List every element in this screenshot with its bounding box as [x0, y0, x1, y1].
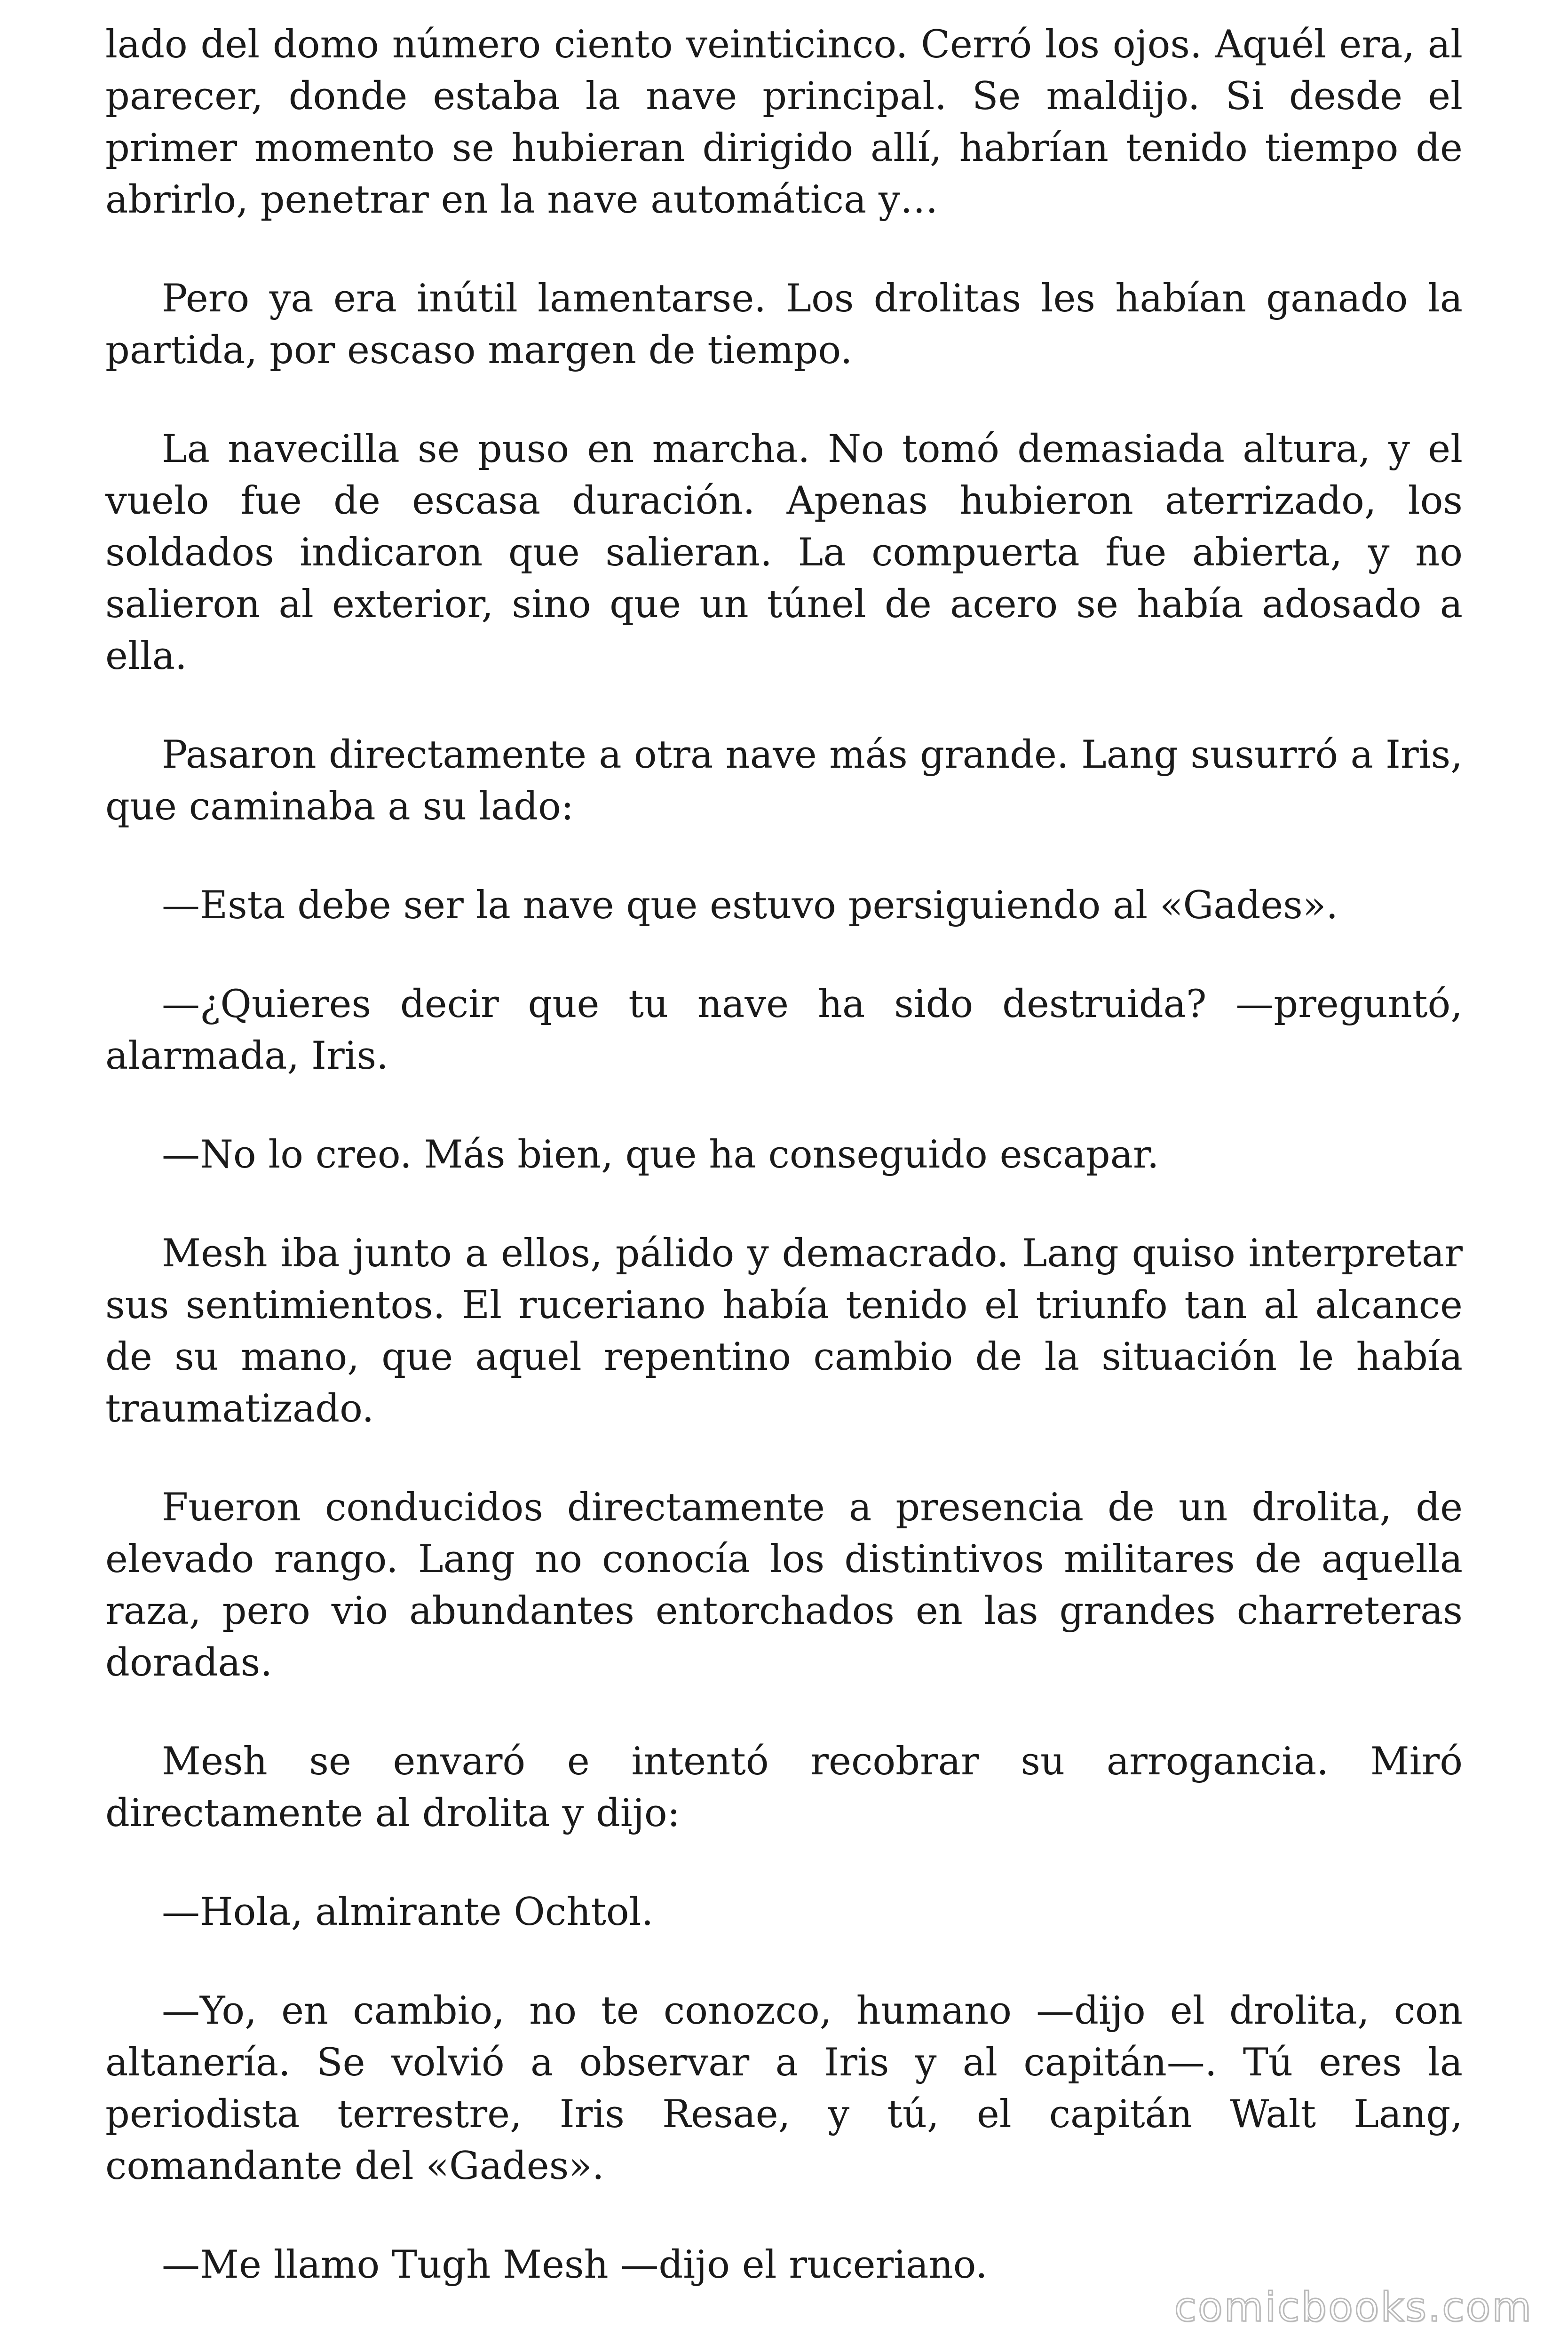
- paragraph: Pasaron directamente a otra nave más grande. Lang susurró a Iris, que caminaba a su lado:: [105, 733, 1463, 829]
- dialogue-line: —Esta debe ser la nave que estuvo persiguiendo al «Gades».: [162, 883, 1338, 928]
- paragraph: Fueron conducidos directamente a presencia de un drolita, de elevado rango. Lang no conocía los distintivos militares de aquella raza, pero vio abundantes entorchados en las grandes charreteras doradas.: [105, 1486, 1463, 1685]
- book-page: [105, 19, 1463, 2291]
- paragraph: Pero ya era inútil lamentarse. Los drolitas les habían ganado la partida, por escaso margen de tiempo.: [105, 277, 1463, 373]
- paragraph-continuation: lado del domo número ciento veinticinco. Cerró los ojos. Aquél era, al parecer, donde estaba la nave principal. Se maldijo. Si desde el primer momento se hubieran dirigido allí, habrían tenido tiempo de abrirlo, penetrar en la nave automática y…: [105, 23, 1463, 222]
- dialogue-line: —No lo creo. Más bien, que ha conseguido escapar.: [162, 1133, 1159, 1177]
- watermark-logo: comicbooks.com: [1174, 2284, 1533, 2331]
- paragraph: Mesh iba junto a ellos, pálido y demacrado. Lang quiso interpretar sus sentimientos. El ruceriano había tenido el triunfo tan al alcance de su mano, que aquel repentino cambio de la situación le había traumatizado.: [105, 1232, 1463, 1431]
- dialogue-line: —Yo, en cambio, no te conozco, humano —dijo el drolita, con altanería. Se volvió a observar a Iris y al capitán—. Tú eres la periodista terrestre, Iris Resae, y tú, el capitán Walt Lang, comandante del «Gades».: [105, 1989, 1463, 2188]
- dialogue-line: —¿Quieres decir que tu nave ha sido destruida? —preguntó, alarmada, Iris.: [105, 982, 1463, 1078]
- dialogue-line: —Me llamo Tugh Mesh —dijo el ruceriano.: [162, 2243, 988, 2287]
- dialogue-line: —Hola, almirante Ochtol.: [162, 1890, 654, 1934]
- paragraph: La navecilla se puso en marcha. No tomó demasiada altura, y el vuelo fue de escasa duración. Apenas hubieron aterrizado, los soldados indicaron que salieran. La compuerta fue abierta, y no salieron al exterior, sino que un túnel de acero se había adosado a ella.: [105, 427, 1463, 678]
- paragraph: Mesh se envaró e intentó recobrar su arrogancia. Miró directamente al drolita y dijo:: [105, 1740, 1463, 1836]
